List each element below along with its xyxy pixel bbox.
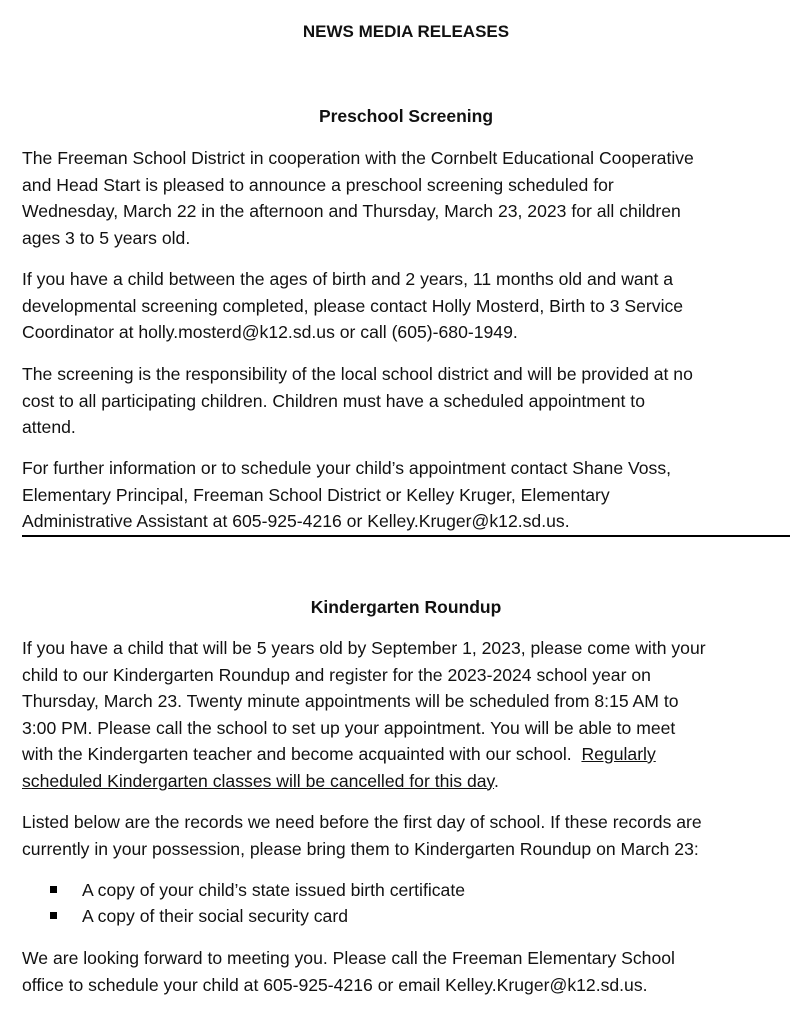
text-segment: . (494, 770, 499, 791)
text-line: and Head Start is pleased to announce a preschool screening scheduled for (22, 174, 614, 195)
list-item (50, 877, 465, 903)
list-item-text: A copy of their social security card (82, 906, 348, 926)
text-line: For further information or to schedule your child’s appointment contact Shane Voss, (22, 458, 672, 478)
kindergarten-paragraph-2 (22, 809, 792, 862)
text-line (22, 741, 792, 768)
list-item (50, 903, 465, 929)
text-line: ages 3 to 5 years old. (22, 227, 191, 248)
records-list (50, 877, 465, 929)
text-line: Elementary Principal, Freeman School District or Kelley Kruger, Elementary (22, 484, 610, 505)
text-line: developmental screening completed, please contact Holly Mosterd, Birth to 3 Service (22, 295, 684, 316)
text-line: The Freeman School District in cooperation with the Cornbelt Educational Cooperative (22, 148, 694, 168)
text-line: If you have a child that will be 5 years old by September 1, 2023, please come with your (22, 638, 706, 658)
text-line: We are looking forward to meeting you. Please call the Freeman Elementary School (22, 948, 675, 968)
bullet-icon (50, 886, 57, 893)
text-line: Wednesday, March 22 in the afternoon and Thursday, March 23, 2023 for all children (22, 201, 681, 221)
cancellation-notice: scheduled Kindergarten classes will be cancelled for this day (22, 770, 495, 791)
text-line: Listed below are the records we need before the first day of school. If these records are (22, 812, 702, 832)
text-line: Coordinator at holly.mosterd@k12.sd.us or call (605)-680-1949. (22, 322, 518, 342)
text-line: attend. (22, 417, 76, 437)
text-line: If you have a child between the ages of birth and 2 years, 11 months old and want a (22, 269, 674, 289)
text-segment: with the Kindergarten teacher and become acquainted with our school. (22, 744, 582, 764)
text-line: child to our Kindergarten Roundup and register for the 2023-2024 school year on (22, 664, 651, 685)
preschool-paragraph-1 (22, 145, 792, 251)
text-line: cost to all participating children. Children must have a scheduled appointment to (22, 390, 645, 411)
text-line: Administrative Assistant at 605-925-4216 or Kelley.Kruger@k12.sd.us. (22, 511, 570, 531)
text-line (22, 768, 792, 795)
section-divider (22, 535, 790, 537)
list-item-text: A copy of your child’s state issued birth certificate (82, 880, 466, 900)
text-line: currently in your possession, please bring them to Kindergarten Roundup on March 23: (22, 838, 699, 859)
bullet-icon (50, 912, 57, 919)
text-line: Thursday, March 23. Twenty minute appointments will be scheduled from 8:15 AM to (22, 691, 679, 711)
kindergarten-paragraph-1 (22, 635, 792, 794)
preschool-heading: Preschool Screening (318, 106, 494, 126)
preschool-paragraph-3 (22, 361, 792, 441)
text-line: office to schedule your child at 605-925-4216 or email Kelley.Kruger@k12.sd.us. (22, 974, 648, 995)
kindergarten-paragraph-3 (22, 945, 792, 998)
preschool-paragraph-4 (22, 455, 792, 535)
text-line: 3:00 PM. Please call the school to set up your appointment. You will be able to meet (22, 717, 676, 738)
cancellation-notice: Regularly (581, 744, 656, 764)
text-line: The screening is the responsibility of the local school district and will be provided at no (22, 364, 693, 384)
document-title: NEWS MEDIA RELEASES (302, 22, 510, 41)
preschool-paragraph-2 (22, 266, 792, 346)
kindergarten-heading: Kindergarten Roundup (310, 597, 502, 617)
